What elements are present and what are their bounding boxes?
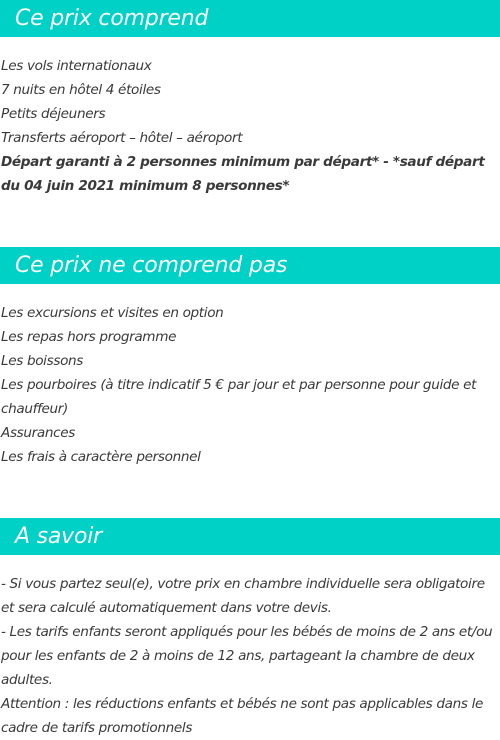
list-item: Les frais à caractère personnel xyxy=(1,449,201,465)
list-item: Petits déjeuners xyxy=(1,106,106,122)
list-item: 7 nuits en hôtel 4 étoiles xyxy=(1,82,161,98)
list-item: Assurances xyxy=(1,425,76,441)
list-item-guarantee: Départ garanti à 2 personnes minimum par départ* - *sauf départ du 04 juin 2021 minimum 8 personnes* xyxy=(1,154,485,194)
list-item: Les pourboires (à titre indicatif 5 € par jour et par personne pour guide et chauffeur) xyxy=(1,377,477,417)
section-included-body xyxy=(1,54,497,198)
list-item: - Les tarifs enfants seront appliqués pour les bébés de moins de 2 ans et/ou pour les enfants de 2 à moins de 12 ans, partageant la chambre de deux adultes. xyxy=(1,624,493,688)
list-item: Les excursions et visites en option xyxy=(1,305,224,321)
section-included-header: Ce prix comprend xyxy=(0,0,500,37)
list-item: Attention : les réductions enfants et bébés ne sont pas applicables dans le cadre de tarifs promotionnels xyxy=(1,696,484,736)
list-item: - Si vous partez seul(e), votre prix en chambre individuelle sera obligatoire et sera calculé automatiquement dans votre devis. xyxy=(1,576,485,616)
list-item: Les vols internationaux xyxy=(1,58,152,74)
list-item: Transferts aéroport – hôtel – aéroport xyxy=(1,130,243,146)
list-item: Les boissons xyxy=(1,353,84,369)
section-not-included-header: Ce prix ne comprend pas xyxy=(0,247,500,284)
section-not-included-body xyxy=(1,301,497,469)
section-info-header: A savoir xyxy=(0,518,500,555)
list-item: Les repas hors programme xyxy=(1,329,177,345)
